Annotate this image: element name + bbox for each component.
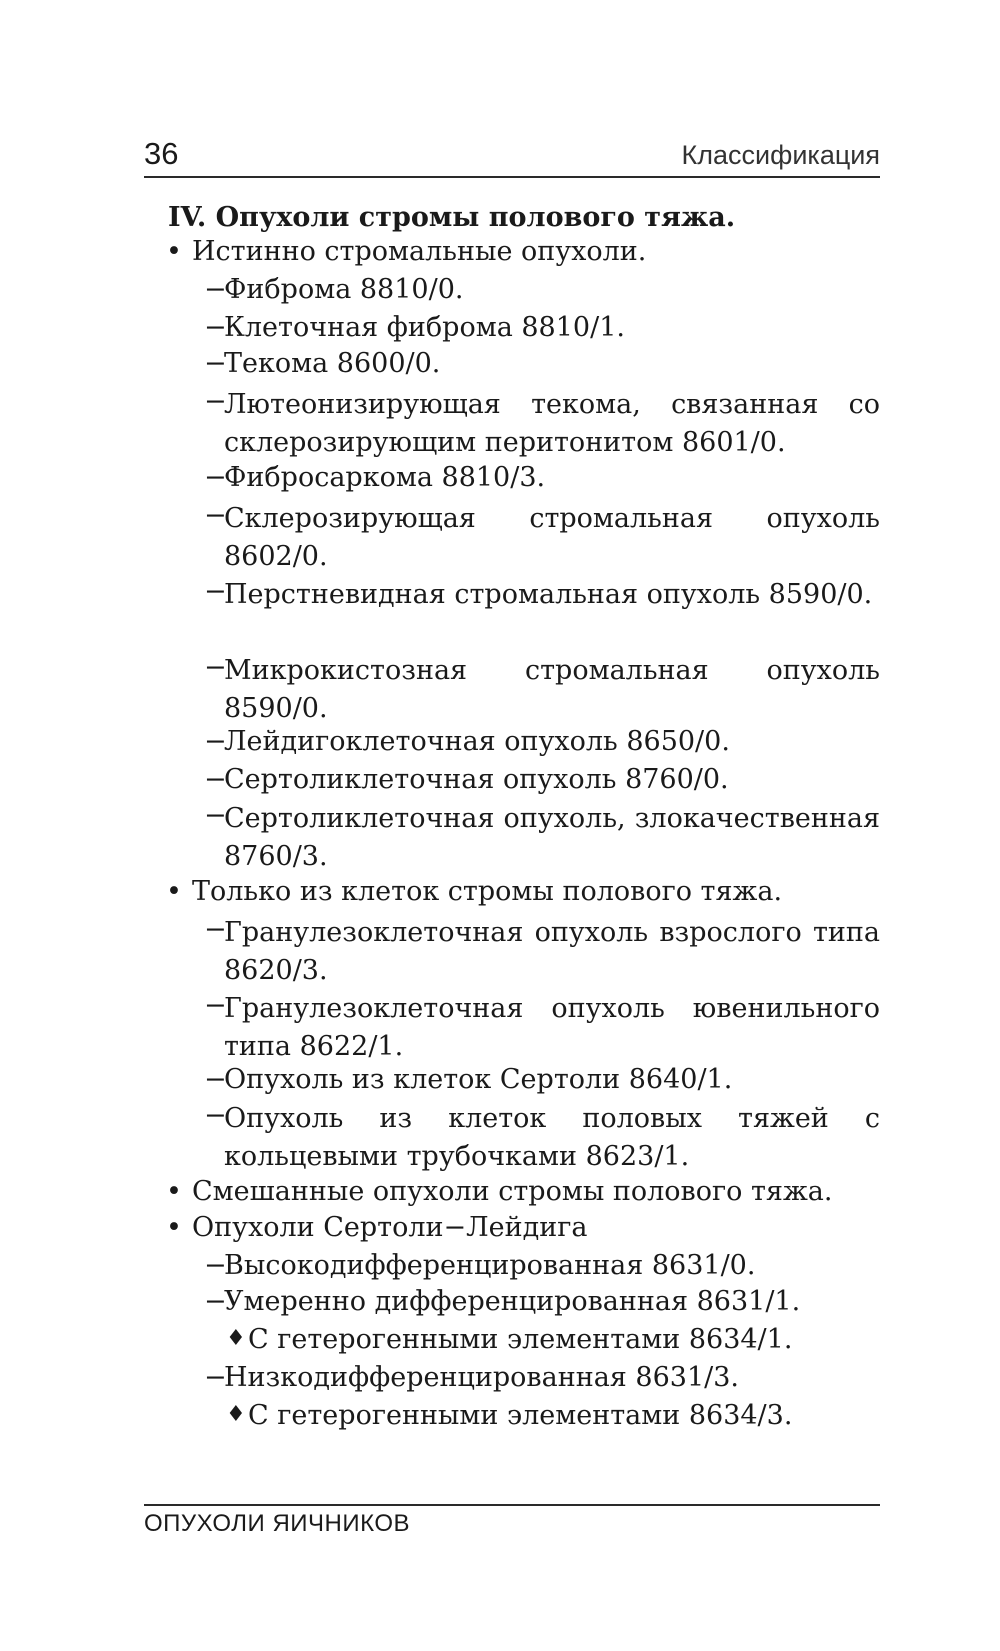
item-text: Низкодифференцированная 8631/3. [224,1362,739,1393]
bullet-text: Истинно стромальные опухоли. [192,236,647,267]
item-text: Лютеонизирующая текома, связанная со склерозирующим перитонитом 8601/0. [224,389,880,458]
item-text: Фибросаркома 8810/3. [224,462,546,493]
bullet-marker: • [166,236,182,267]
bullet-text: Опухоли Сертоли−Лейдига [192,1212,588,1243]
dash-marker: − [204,348,227,379]
bullet-marker: • [166,1212,182,1243]
item-text: Микрокистозная стромальная опухоль 8590/0. [224,655,880,724]
list-item [144,990,880,1070]
dash-marker: − [204,462,227,493]
item-text: Сертоликлеточная опухоль, злокачественная 8760/3. [224,803,880,872]
dash-marker: − [204,914,227,945]
dash-marker: − [204,1064,227,1095]
section-heading: IV. Опухоли стромы полового тяжа. [168,202,736,233]
list-item [144,500,880,580]
book-title: ОПУХОЛИ ЯИЧНИКОВ [144,1510,410,1537]
item-text: Умеренно дифференцированная 8631/1. [224,1286,801,1317]
dash-marker: − [204,576,227,607]
page-number: 36 [144,136,179,171]
dash-marker: − [204,800,227,831]
item-text: С гетерогенными элементами 8634/1. [248,1324,793,1355]
item-text: Опухоль из клеток половых тяжей с кольцевыми трубочками 8623/1. [224,1103,880,1172]
item-text: Гранулезоклеточная опухоль ювенильного типа 8622/1. [224,993,880,1062]
item-text: Склерозирующая стромальная опухоль 8602/0. [224,503,880,572]
dash-marker: − [204,990,227,1021]
diamond-marker: ♦ [226,1326,246,1351]
bullet-marker: • [166,876,182,907]
dash-marker: − [204,1362,227,1393]
running-title: Классификация [681,140,880,170]
list-item [144,652,880,732]
list-item [144,800,880,880]
item-text: Сертоликлеточная опухоль 8760/0. [224,764,729,795]
bullet-marker: • [166,1176,182,1207]
dash-marker: − [204,274,227,305]
diamond-marker: ♦ [226,1402,246,1427]
item-text: Клеточная фиброма 8810/1. [224,312,625,343]
dash-marker: − [204,386,227,417]
item-text: Перстневидная стромальная опухоль 8590/0. [224,579,873,610]
list-item [144,914,880,994]
item-text: Высокодифференцированная 8631/0. [224,1250,756,1281]
bullet-text: Смешанные опухоли стромы полового тяжа. [192,1176,833,1207]
list-item [144,576,880,656]
dash-marker: − [204,652,227,683]
item-text: Текома 8600/0. [224,348,441,379]
dash-marker: − [204,726,227,757]
item-text: С гетерогенными элементами 8634/3. [248,1400,793,1431]
dash-marker: − [204,312,227,343]
item-text: Опухоль из клеток Сертоли 8640/1. [224,1064,733,1095]
dash-marker: − [204,1286,227,1317]
dash-marker: − [204,1250,227,1281]
page-header [144,134,880,178]
list-item [144,386,880,466]
item-text: Лейдигоклеточная опухоль 8650/0. [224,726,730,757]
dash-marker: − [204,500,227,531]
dash-marker: − [204,1100,227,1131]
item-text: Гранулезоклеточная опухоль взрослого типа 8620/3. [224,917,880,986]
dash-marker: − [204,764,227,795]
bullet-text: Только из клеток стромы полового тяжа. [192,876,783,907]
item-text: Фиброма 8810/0. [224,274,464,305]
list-item [144,1100,880,1180]
page-footer [144,1504,880,1537]
